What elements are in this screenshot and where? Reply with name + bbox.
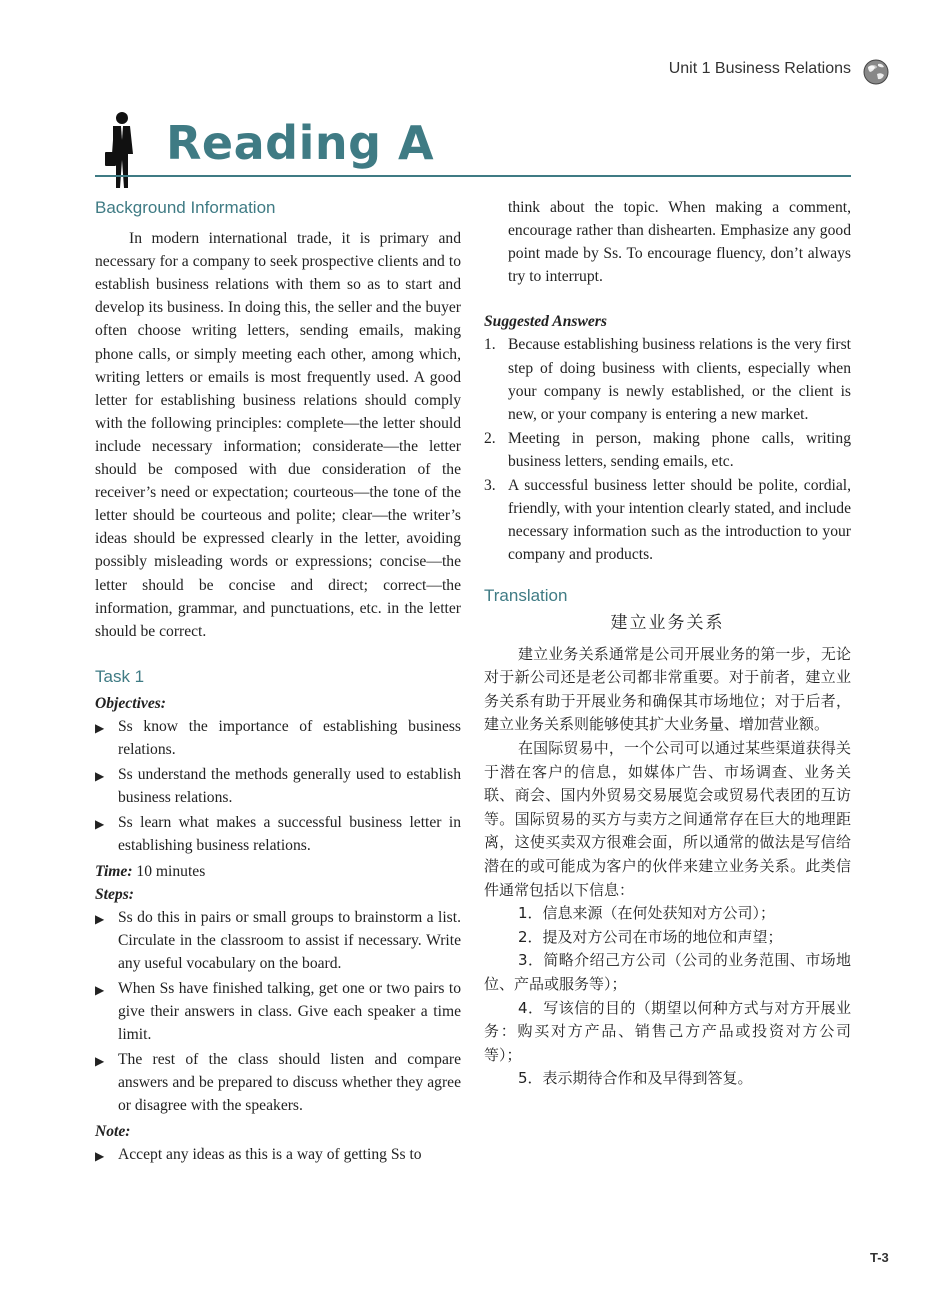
list-item	[95, 977, 461, 1046]
notes-list	[95, 1143, 461, 1166]
answer-text: A successful business letter should be polite, cordial, friendly, with your intention clearly stated, and include necessary information such as the introduction to your company and products.	[508, 477, 851, 564]
note-label: Note:	[95, 1122, 131, 1140]
background-text: In modern international trade, it is primary and necessary for a company to seek prospective clients and to establish business relations with them so as to start and develop its business. In doing this, the seller and the buyer often choose writing letters, sending emails, making phone calls, or simply meeting each other, among which, writing letters or emails is most frequently used. A good letter for establishing business relations should comply with the following principles: complete—the letter should include necessary information; considerate—the letter should be composed with due consideration of the receiver’s need or expectation; courteous—the tone of the letter should be courteous and polite; clear—the writer’s ideas should be expressed clearly in the letter, avoiding possibly misleading words or expressions; concise—the letter should be concise and direct; correct—the information, grammar, and punctuations, etc. in the letter should be correct.	[95, 230, 461, 640]
translation-item: 5．表示期待合作和及早得到答复。	[518, 1069, 753, 1088]
list-item	[484, 333, 851, 425]
time-value: 10 minutes	[132, 862, 206, 880]
translation-item: 3．简略介绍己方公司（公司的业务范围、市场地位、产品或服务等）；	[484, 951, 851, 993]
answer-text: Meeting in person, making phone calls, writing business letters, sending emails, etc.	[508, 429, 851, 470]
translation-item: 2．提及对方公司在市场的地位和声望；	[518, 927, 783, 946]
translation-item: 1．信息来源（在何处获知对方公司）；	[518, 904, 776, 923]
item-number: 2.	[484, 429, 496, 447]
unit-header: Unit 1 Business Relations	[668, 60, 851, 77]
translation-heading: Translation	[484, 586, 568, 606]
objectives-label: Objectives:	[95, 694, 167, 712]
item-number: 1.	[484, 336, 496, 354]
note-continued-text: think about the topic. When making a comment, encourage rather than dishearten. Emphasize any good point made by Ss. To encourage fluency, don’t always try to interrupt.	[508, 199, 851, 286]
businessman-icon	[100, 110, 140, 190]
translation-item: 4．写该信的目的（期望以何种方式与对方开展业务：购买对方产品、销售己方产品或投资对方公司等）；	[484, 998, 851, 1064]
triangle-bullet-icon: ▶	[95, 983, 105, 997]
objective-text: Ss understand the methods generally used to establish business relations.	[118, 766, 461, 807]
triangle-bullet-icon: ▶	[95, 1148, 105, 1163]
translation-paragraph: 在国际贸易中，一个公司可以通过某些渠道获得关于潜在客户的信息，如媒体广告、市场调查、业务关联、商会、国内外贸易交易展览会或贸易代表团的互访等。国际贸易的买方与卖方之间通常存在巨大的地理距离，这使买卖双方很难会面，所以通常的做法是写信给潜在的或可能成为客户的伙伴来建立业务关系。此类信件通常包括以下信息：	[484, 738, 851, 899]
triangle-bullet-icon: ▶	[95, 1054, 105, 1069]
translation-title: 建立业务关系	[610, 612, 725, 633]
left-column	[95, 196, 461, 1168]
answer-text: Because establishing business relations is the very first step of doing business with clients, especially when your company is newly established, or the client is new, or your company is entering a new market.	[508, 336, 851, 423]
suggested-answers-label: Suggested Answers	[484, 313, 607, 331]
list-item	[95, 811, 461, 857]
steps-list	[95, 906, 461, 1118]
objective-text: Ss learn what makes a successful business letter in establishing business relations.	[118, 814, 461, 855]
list-item	[95, 1048, 461, 1117]
globe-icon	[862, 58, 890, 86]
page-title: Reading A	[166, 116, 435, 170]
background-heading: Background Information	[95, 198, 276, 217]
time-label: Time:	[95, 862, 133, 880]
step-text: When Ss have finished talking, get one or two pairs to give their answers in class. Give each speaker a time limit.	[118, 980, 461, 1044]
objectives-list	[95, 715, 461, 858]
page-number: T-3	[870, 1250, 889, 1265]
list-item	[95, 763, 461, 809]
triangle-bullet-icon: ▶	[95, 720, 105, 735]
step-text: Ss do this in pairs or small groups to brainstorm a list. Circulate in the classroom to assist if necessary. Write any useful vocabulary on the board.	[118, 908, 461, 972]
list-item	[484, 427, 851, 473]
suggested-answers-list	[484, 333, 851, 566]
triangle-bullet-icon: ▶	[95, 817, 105, 832]
objective-text: Ss know the importance of establishing business relations.	[118, 717, 461, 759]
triangle-bullet-icon: ▶	[95, 769, 105, 784]
steps-label: Steps:	[95, 885, 134, 903]
title-divider	[95, 175, 851, 177]
task-heading: Task 1	[95, 666, 145, 686]
list-item	[95, 906, 461, 975]
item-number: 3.	[484, 477, 496, 495]
list-item	[484, 474, 851, 566]
translation-paragraph: 建立业务关系通常是公司开展业务的第一步，无论对于新公司还是老公司都非常重要。对于前者，建立业务关系有助于开展业务和确保其市场地位；对于后者，建立业务关系则能够使其扩大业务量、增加营业额。	[484, 644, 851, 734]
time-line	[95, 860, 461, 883]
list-item	[95, 1143, 461, 1166]
right-column	[484, 196, 851, 1091]
list-item	[95, 715, 461, 761]
triangle-bullet-icon: ▶	[95, 911, 105, 926]
note-text: Accept any ideas as this is a way of getting Ss to	[118, 1145, 422, 1163]
step-text: The rest of the class should listen and compare answers and be prepared to discuss whether they agree or disagree with the speakers.	[118, 1051, 461, 1115]
